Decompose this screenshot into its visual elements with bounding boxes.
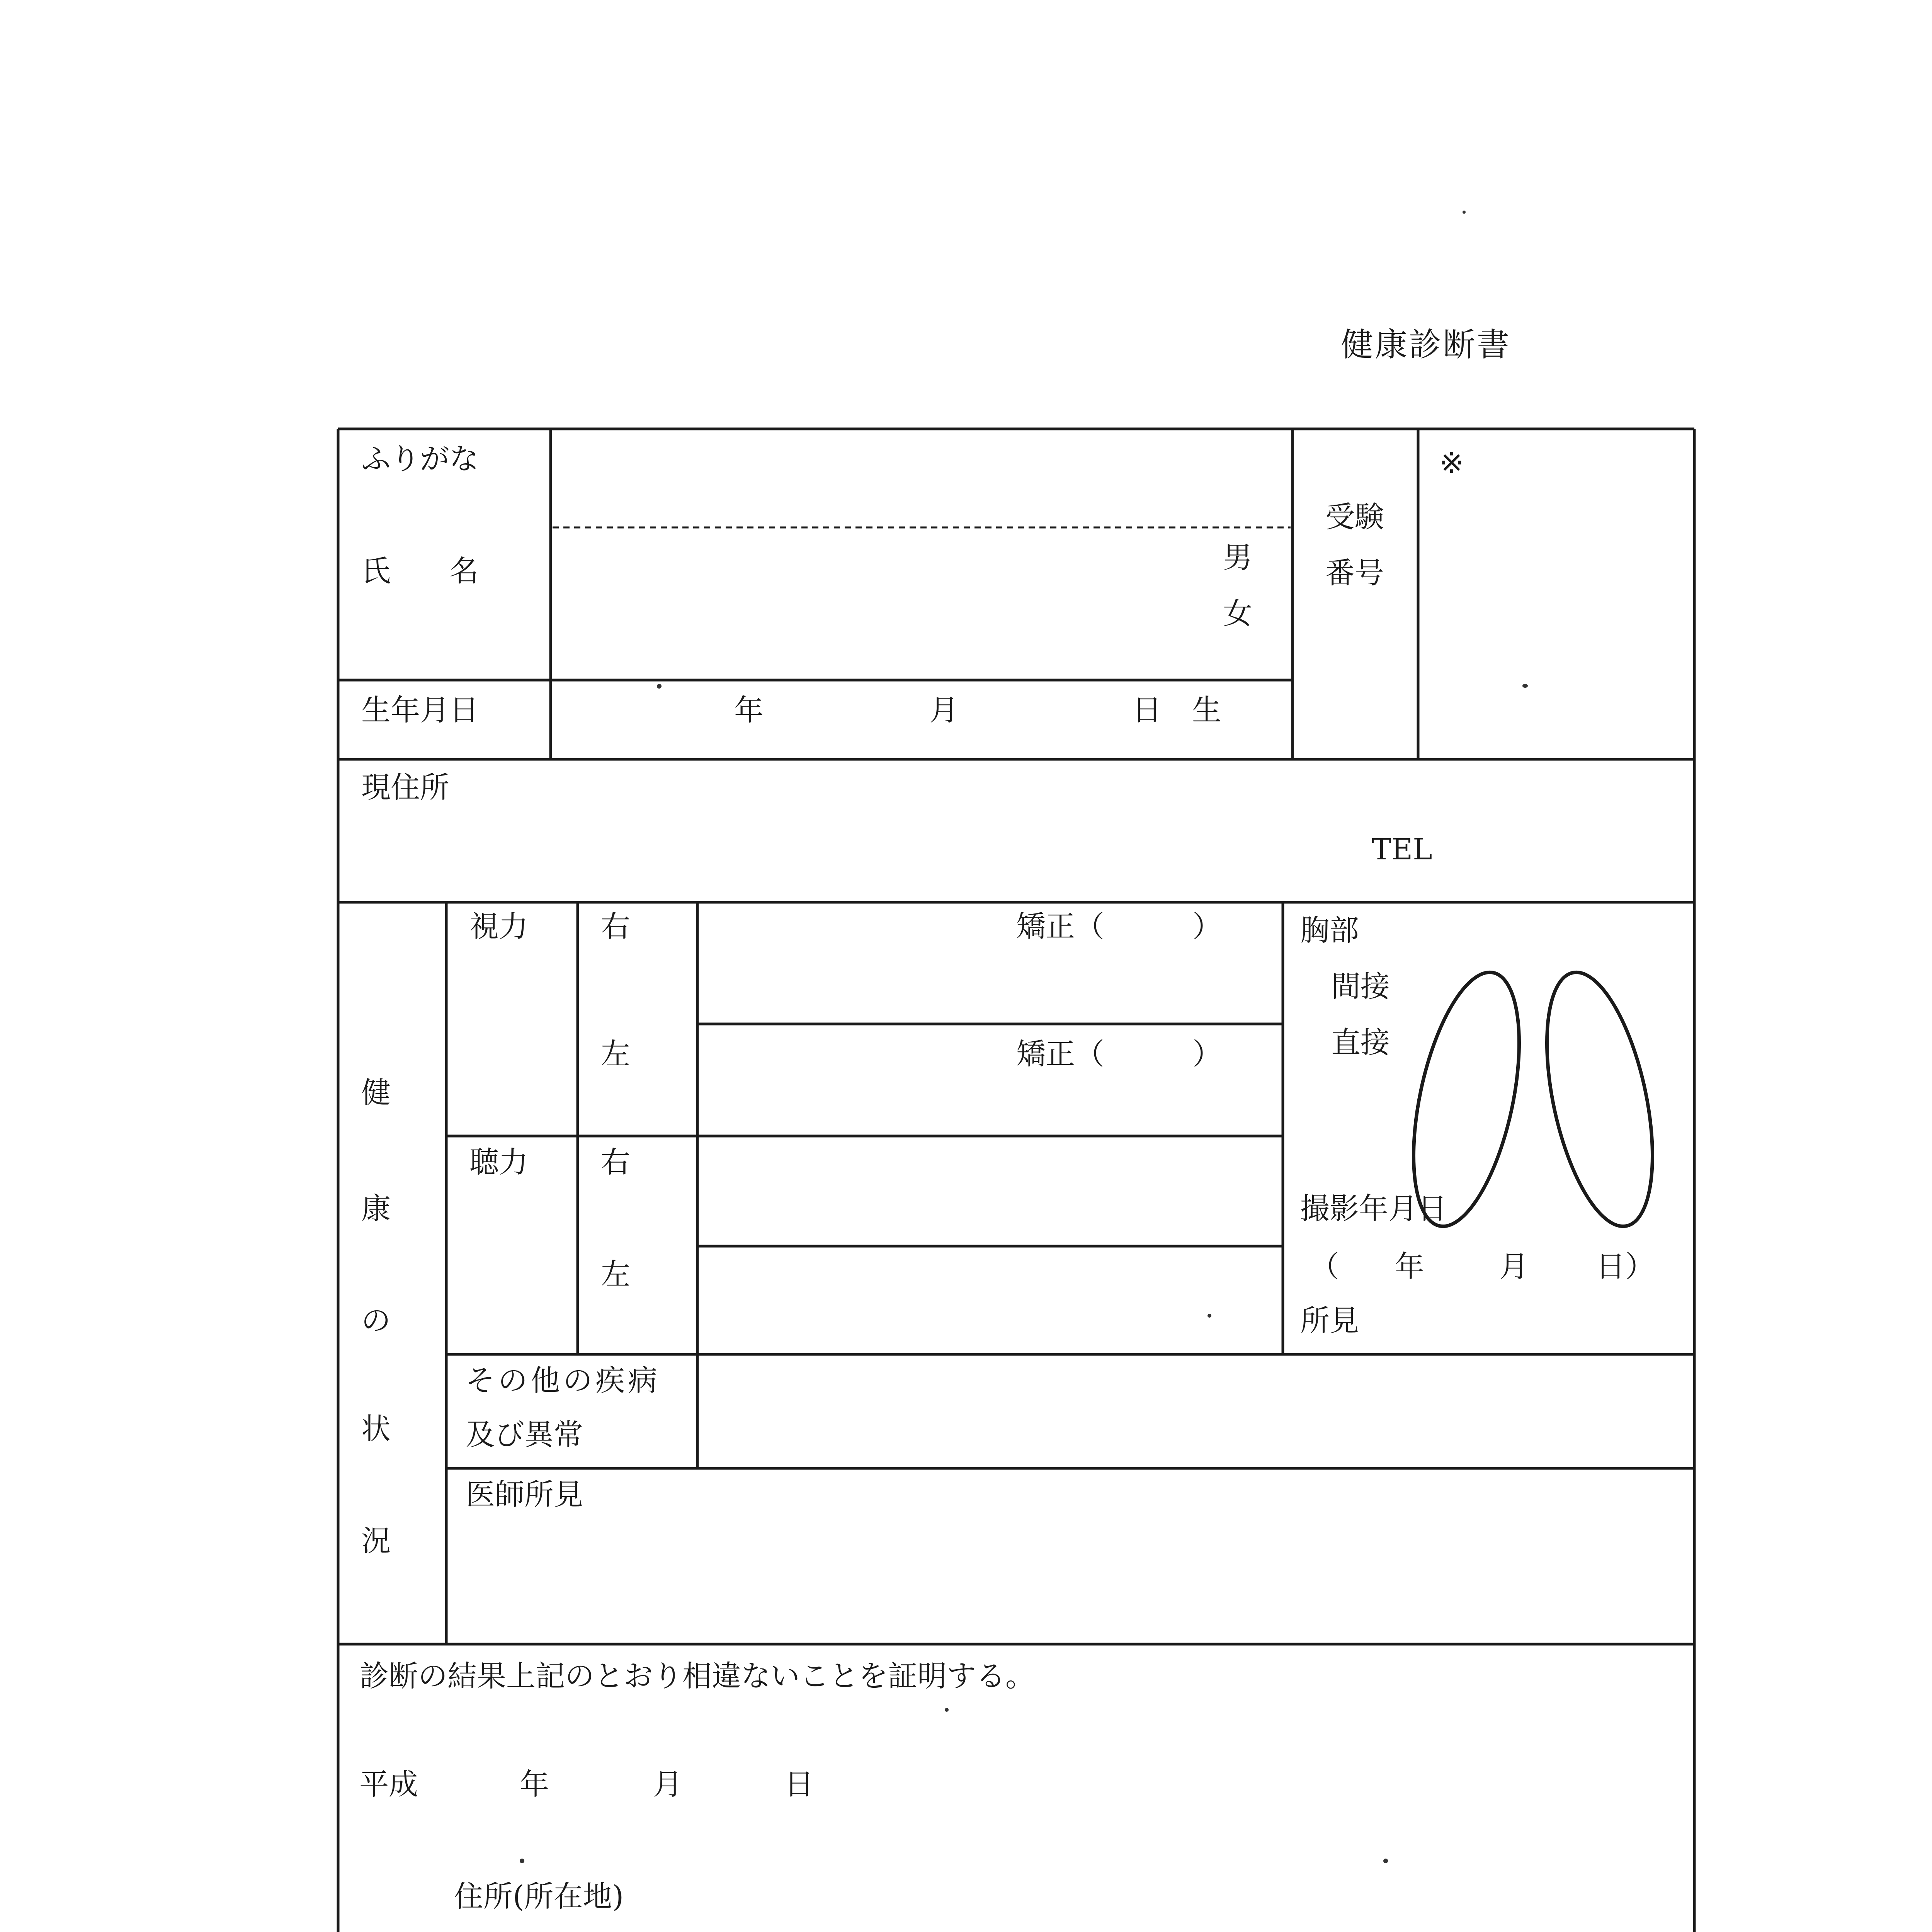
scan-speck xyxy=(1463,211,1466,214)
birth-suffix: 生 xyxy=(1192,693,1221,727)
chest-date-label: 撮影年月日 xyxy=(1300,1191,1447,1226)
other-diseases-label-line1: その他の疾病 xyxy=(466,1363,660,1398)
chest-date-day: 日） xyxy=(1596,1249,1655,1284)
health-section-char-3: の xyxy=(361,1303,391,1338)
certification-month: 月 xyxy=(653,1767,682,1801)
vision-left-corrected: 矯正（ ） xyxy=(1016,1037,1222,1071)
document-title: 健康診断書 xyxy=(1341,326,1511,364)
scan-speck xyxy=(1522,684,1528,688)
sex-female-option: 女 xyxy=(1223,596,1252,631)
birth-date-label: 生年月日 xyxy=(361,693,479,727)
vision-label: 視力 xyxy=(469,909,528,944)
address-label: 現住所 xyxy=(361,770,449,804)
chest-direct: 直接 xyxy=(1331,1025,1390,1060)
furigana-label: ふりがな xyxy=(361,442,479,476)
chest-indirect: 間接 xyxy=(1331,969,1390,1003)
office-use-mark: ※ xyxy=(1439,446,1464,480)
vision-left-label: 左 xyxy=(601,1037,630,1071)
exam-number-label-line2: 番号 xyxy=(1325,556,1384,590)
name-label: 氏 名 xyxy=(361,554,479,588)
certification-statement: 診断の結果上記のとおり相違ないことを証明する。 xyxy=(359,1659,1035,1693)
birth-day-unit: 日 xyxy=(1132,693,1162,727)
chest-label: 胸部 xyxy=(1300,913,1359,947)
institution-address-label: 住所(所在地) xyxy=(454,1879,624,1913)
sex-male-option: 男 xyxy=(1223,540,1252,575)
hearing-label: 聴力 xyxy=(469,1145,528,1179)
chest-findings-label: 所見 xyxy=(1300,1303,1359,1338)
scan-speck xyxy=(1208,1314,1211,1318)
address-tel-label: TEL xyxy=(1372,832,1432,866)
exam-number-label-line1: 受験 xyxy=(1325,500,1384,534)
chest-date-year: 年 xyxy=(1395,1249,1424,1284)
vision-right-corrected: 矯正（ ） xyxy=(1016,909,1222,944)
health-section-char-2: 康 xyxy=(361,1191,391,1226)
chest-date-month: 月 xyxy=(1499,1249,1529,1284)
certification-year: 年 xyxy=(520,1767,549,1801)
certification-era: 平成 xyxy=(359,1767,418,1801)
birth-year-unit: 年 xyxy=(734,693,764,727)
chest-date-open: （ xyxy=(1310,1249,1339,1284)
health-section-char-1: 健 xyxy=(361,1075,391,1110)
birth-month-unit: 月 xyxy=(929,693,959,727)
certification-day: 日 xyxy=(784,1767,814,1801)
scan-speck xyxy=(520,1859,524,1863)
hearing-left-label: 左 xyxy=(601,1257,630,1291)
scan-speck xyxy=(657,684,662,689)
vision-right-label: 右 xyxy=(601,909,630,944)
scan-speck xyxy=(1383,1859,1388,1863)
hearing-right-label: 右 xyxy=(601,1145,630,1179)
health-section-char-4: 状 xyxy=(361,1412,391,1446)
scan-speck xyxy=(945,1708,949,1712)
doctor-findings-label: 医師所見 xyxy=(466,1477,583,1512)
health-section-char-5: 況 xyxy=(361,1524,391,1558)
other-diseases-label-line2: 及び異常 xyxy=(466,1417,583,1452)
